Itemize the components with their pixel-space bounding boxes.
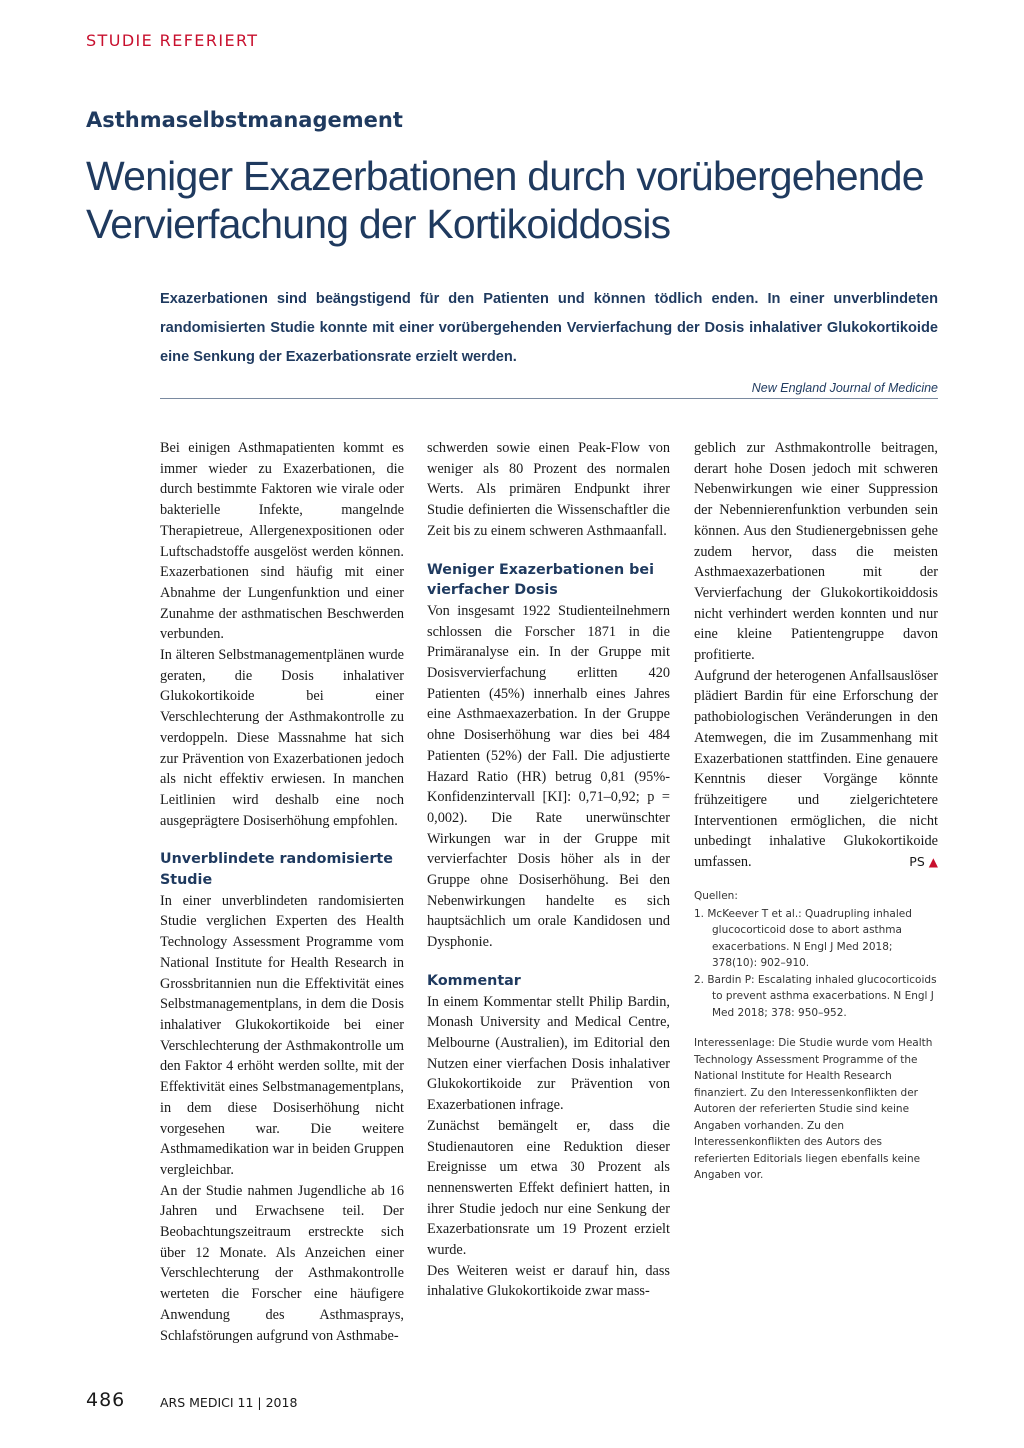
article-kicker: Asthmaselbstmanagement: [86, 108, 403, 132]
sources-label: Quellen:: [694, 889, 738, 902]
column-3: [694, 438, 938, 1184]
lead-divider: [160, 398, 938, 399]
subheading: Weniger Exazerbationen bei vierfacher Dosis: [427, 561, 654, 599]
subheading: Unverblindete randomisierte Studie: [160, 851, 393, 889]
paragraph: An der Studie nahmen Jugendliche ab 16 Jahren und Erwachsene teil. Der Beobachtungszeitraum erstreckte sich über 12 Monate. Als Anzeichen einer Verschlechterung der Asthmakontrolle werteten die Forscher eine häufigere Anwendung des Asthmasprays, Schlafstörungen aufgrund von Asthmabe-: [160, 1182, 404, 1344]
paragraph: In älteren Selbstmanagementplänen wurde geraten, die Dosis inhalativer Glukokortikoide bei einer Verschlechterung der Asthmakontrolle zu verdoppeln. Diese Massnahme hat sich zur Prävention von Exazerbationen jedoch als nicht effektiv erwiesen. In manchen Leitlinien wird deshalb eine noch ausgeprägtere Dosiserhöhung empfohlen.: [160, 647, 404, 829]
paragraph: Von insgesamt 1922 Studienteilnehmern schlossen die Forscher 1871 in die Primäranalyse ein. In der Gruppe mit Dosisvervierfachung erlitten 420 Patienten (45%) innerhalb eines Jahres eine Asthmaexazerbation. In der Gruppe ohne Dosiserhöhung war dies bei 484 Patienten (52%) der Fall. Die adjustierte Hazard Ratio (HR) betrug 0,81 (95%-Konfidenzintervall [KI]: 0,71–0,92; p = 0,002). Die Rate unerwünschter Wirkungen war in der Gruppe mit vervierfachter Dosis höher als in der Gruppe ohne Dosiserhöhung. Bei den Nebenwirkungen handelte es sich hauptsächlich um orale Kandidosen und Dysphonie.: [427, 602, 670, 951]
reference-item: 2. Bardin P: Escalating inhaled glucocorticoids to prevent asthma exacerbations. N Engl J Med 2018; 378: 950–952.: [694, 973, 937, 1019]
paragraph: Des Weiteren weist er darauf hin, dass inhalative Glukokortikoide zwar mass-: [427, 1262, 670, 1300]
reference-list: [694, 906, 938, 1022]
paragraph: geblich zur Asthmakontrolle beitragen, derart hohe Dosen jedoch mit schweren Nebenwirkungen wie einer Suppression der Nebennierenfunktion verbunden sein können. Aus den Studienergebnissen gehe zudem hervor, dass die meisten Asthmaexazerbationen mit der Vervierfachung der Glukokortikoiddosis nicht verhindert werden konnten und nur eine kleine Patientengruppe davon profitierte.: [694, 440, 938, 664]
page-number: 486: [86, 1389, 126, 1411]
interest-disclosure: Interessenlage: Die Studie wurde vom Health Technology Assessment Programme of the National Institute for Health Research finanziert. Zu den Interessenkonflikten der Autoren der referierten Studie sind keine Angaben vorhanden. Zu den Interessenkonflikten des Autors des referierten Editorials liegen ebenfalls keine Angaben vor.: [694, 1037, 933, 1182]
paragraph: Bei einigen Asthmapatienten kommt es immer wieder zu Exazerbationen, die durch bestimmte Faktoren wie virale oder bakterielle Infekte, mangelnde Therapietreue, Allergenexpositionen oder Luftschadstoffe ausgelöst werden können. Exazerbationen sind häufig mit einer Abnahme der Lungenfunktion und einer Zunahme der asthmatischen Beschwerden verbunden.: [160, 440, 404, 643]
article-headline: Weniger Exazerbationen durch vorübergehende Vervierfachung der Kortikoiddosis: [86, 153, 924, 247]
reference-item: 1. McKeever T et al.: Quadrupling inhaled glucocorticoid dose to abort asthma exacerbations. N Engl J Med 2018; 378(10): 902–910.: [694, 907, 912, 970]
section-label: STUDIE REFERIERT: [86, 31, 259, 50]
signature-initials: PS: [909, 854, 925, 870]
author-signature: [909, 852, 938, 873]
red-triangle-icon: ▲: [928, 855, 938, 870]
column-2: [427, 438, 670, 1302]
article-source: New England Journal of Medicine: [751, 381, 938, 395]
paragraph: In einer unverblindeten randomisierten Studie verglichen Experten des Health Technology Assessment Programme vom National Institute for Health Research in Grossbritannien nun die Effektivität eines Selbstmanagementplans, in dem die Dosis inhalativer Glukokortikoide bei einer Verschlechterung der Asthmakontrolle um den Faktor 4 erhöht werden sollte, mit der Effektivität eines Selbstmanagementplans, in dem diese Dosiserhöhung nicht vorgesehen war. Die weitere Asthmamedikation war in beiden Gruppen vergleichbar.: [160, 892, 404, 1178]
paragraph: schwerden sowie einen Peak-Flow von weniger als 80 Prozent des normalen Werts. Als primären Endpunkt ihrer Studie definierten die Wissenschaftler die Zeit bis zu einem schweren Asthmaanfall.: [427, 440, 670, 539]
subheading: Kommentar: [427, 972, 521, 989]
column-1: [160, 438, 404, 1346]
paragraph-text: Aufgrund der heterogenen Anfallsauslöser plädiert Bardin für eine Erforschung der pathobiologischen Veränderungen in den Atemwegen, die im Zusammenhang mit Exazerbationen stattfinden. Eine genauere Kenntnis dieser Vorgänge könnte frühzeitigere und zielgerichtetere Interventionen ermöglichen, die nicht unbedingt inhalative Glukokortikoide umfassen.: [694, 667, 938, 871]
magazine-issue: ARS MEDICI 11 | 2018: [160, 1395, 298, 1410]
paragraph: [694, 666, 938, 873]
article-lead: Exazerbationen sind beängstigend für den Patienten und können tödlich enden. In einer unverblindeten randomisierten Studie konnte mit einer vorübergehenden Vervierfachung der Dosis inhalativer Glukokortikoide eine Senkung der Exazerbationsrate erzielt werden.: [160, 291, 938, 365]
paragraph: In einem Kommentar stellt Philip Bardin, Monash University and Medical Centre, Melbourne (Australien), im Editorial den Nutzen einer vierfachen Dosis inhalativer Glukokortikoide zur Prävention von Exazerbationen infrage.: [427, 993, 670, 1114]
paragraph: Zunächst bemängelt er, dass die Studienautoren eine Reduktion dieser Ereignisse um etwa 30 Prozent als nennenswerten Effekt definiert hatten, in ihrer Studie jedoch nur eine Senkung der Exazerbationsrate um 19 Prozent erzielt wurde.: [427, 1117, 670, 1259]
